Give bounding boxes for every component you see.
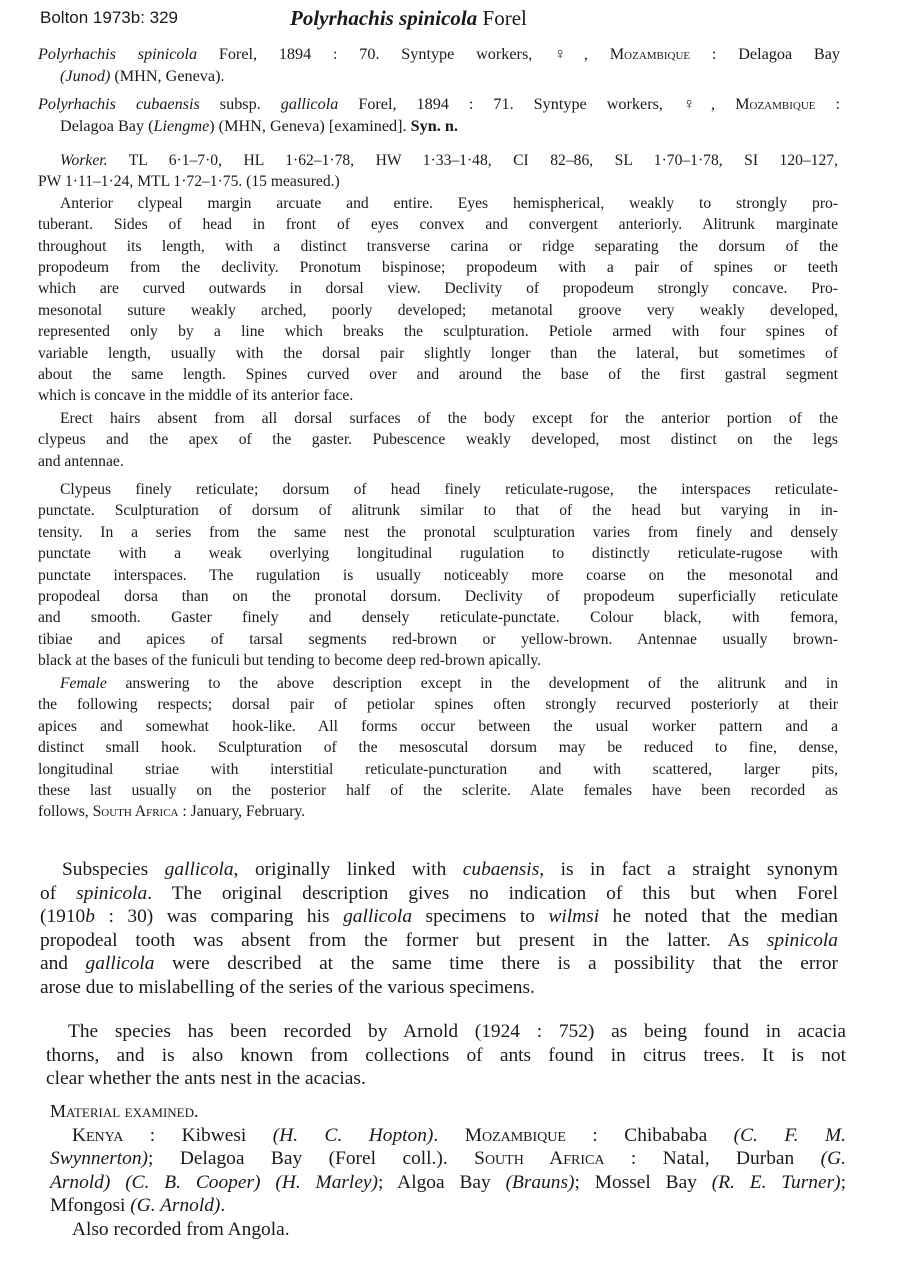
angola-note: Also recorded from Angola.	[72, 1218, 290, 1240]
material-heading: Material examined.	[50, 1101, 199, 1121]
species-binomial: Polyrhachis spinicola	[290, 6, 478, 30]
pilosity-paragraph: Erect hairs absent from all dorsal surfaces of the body except for the anterior portion of the clypeus and the apex of the gaster. Pubescence weakly developed, most distinct on the legs and antennae.	[38, 410, 838, 470]
worker-description: Worker. TL 6·1–7·0, HL 1·62–1·78, HW 1·33–1·48, CI 82–86, SL 1·70–1·78, SI 120–127, PW 1·11–1·24, MTL 1·72–1·75. (15 measured.) Anterior clypeal margin arcuate and entire. Eyes hemispherical, weakly to strongly pro- tuberant. Sides of head in front of eyes convex and convergent anteriorly. Alitrunk marginate throughout its length, with a distinct transverse carina or ridge separating the dorsum of the propodeum from the declivity. Pronotum bispinose; propodeum with a pair of spines or teeth which are curved outwards in dorsal view. Declivity of propodeum strongly concave. Pro- mesonotal suture weakly arched, poorly developed; metanotal groove very weakly developed, represented only by a line which breaks the sculpturation. Petiole armed with four spines of variable length, usually with the dorsal pair slightly longer than the lateral, but sometimes of about the same length. Spines curved over and around the base of the first gastral segment which is concave in the middle of its anterior face.	[38, 152, 838, 405]
species-author: Forel	[482, 6, 527, 30]
synonym-entry-2: Polyrhachis cubaensis subsp. gallicola Forel, 1894 : 71. Syntype workers, ♀, Mozambique : Delagoa Bay (Liengme) (MHN, Geneva) [examined]. Syn. n.	[38, 95, 841, 135]
sculpture-paragraph: Clypeus finely reticulate; dorsum of head finely reticulate-rugose, the interspaces reticulate- punctate. Sculpturation of dorsum of alitrunk similar to that of the head but varying in in- tensity. In a series from the same nest the pronotal sculpturation varies from finely and densely punctate with a weak overlying longitudinal rugulation to distinctly reticulate-rugose with punctate interspaces. The rugulation is usually noticeably more coarse on the mesonotal and propodeal dorsa than on the pronotal dorsum. Declivity of propodeum superficially reticulate and smooth. Gaster finely and densely reticulate-punctate. Colour black, with femora, tibiae and apices of tarsal segments red-brown or yellow-brown. Antennae usually brown- black at the bases of the funiculi but tending to become deep red-brown apically.	[38, 481, 838, 670]
female-description: Female answering to the above description except in the development of the alitrunk and in the following respects; dorsal pair of petiolar spines often strongly recurved posteriorly at their apices and somewhat hook-like. All forms occur between the usual worker pattern and a distinct small hook. Sculpturation of the mesoscutal dorsum may be reduced to fine, dense, longitudinal striae with interstitial reticulate-puncturation and with scattered, larger pits, these last usually on the posterior half of the sclerite. Alate females have been recorded as follows, South Africa : January, February.	[38, 675, 838, 821]
synonymy-discussion: Subspecies gallicola, originally linked with cubaensis, is in fact a straight synonym of spinicola. The original description gives no indication of this but when Forel (1910b : 30) was comparing his gallicola specimens to wilmsi he noted that the median propodeal tooth was absent from the former but present in the latter. As spinicola and gallicola were described at the same time there is a possibility that the error arose due to mislabelling of the series of the various specimens.	[40, 859, 838, 998]
page-header	[40, 6, 860, 34]
biology-paragraph: The species has been recorded by Arnold (1924 : 752) as being found in acacia thorns, and is also known from collections of ants found in citrus trees. It is not clear whether the ants nest in the acacias.	[46, 1021, 846, 1090]
reference-label: Bolton 1973b: 329	[40, 8, 179, 27]
material-examined: Material examined. Kenya : Kibwesi (H. C. Hopton). Mozambique : Chibababa (C. F. M. Swynnerton); Delagoa Bay (Forel coll.). South Africa : Natal, Durban (G. Arnold) (C. B. Cooper) (H. Marley); Algoa Bay (Brauns); Mossel Bay (R. E. Turner); Mfongosi (G. Arnold). Also recorded from Angola.	[50, 1101, 846, 1240]
synonym-entry-1: Polyrhachis spinicola Forel, 1894 : 70. Syntype workers, ♀, Mozambique : Delagoa Bay (Junod) (MHN, Geneva).	[38, 45, 840, 85]
species-title	[290, 6, 527, 31]
